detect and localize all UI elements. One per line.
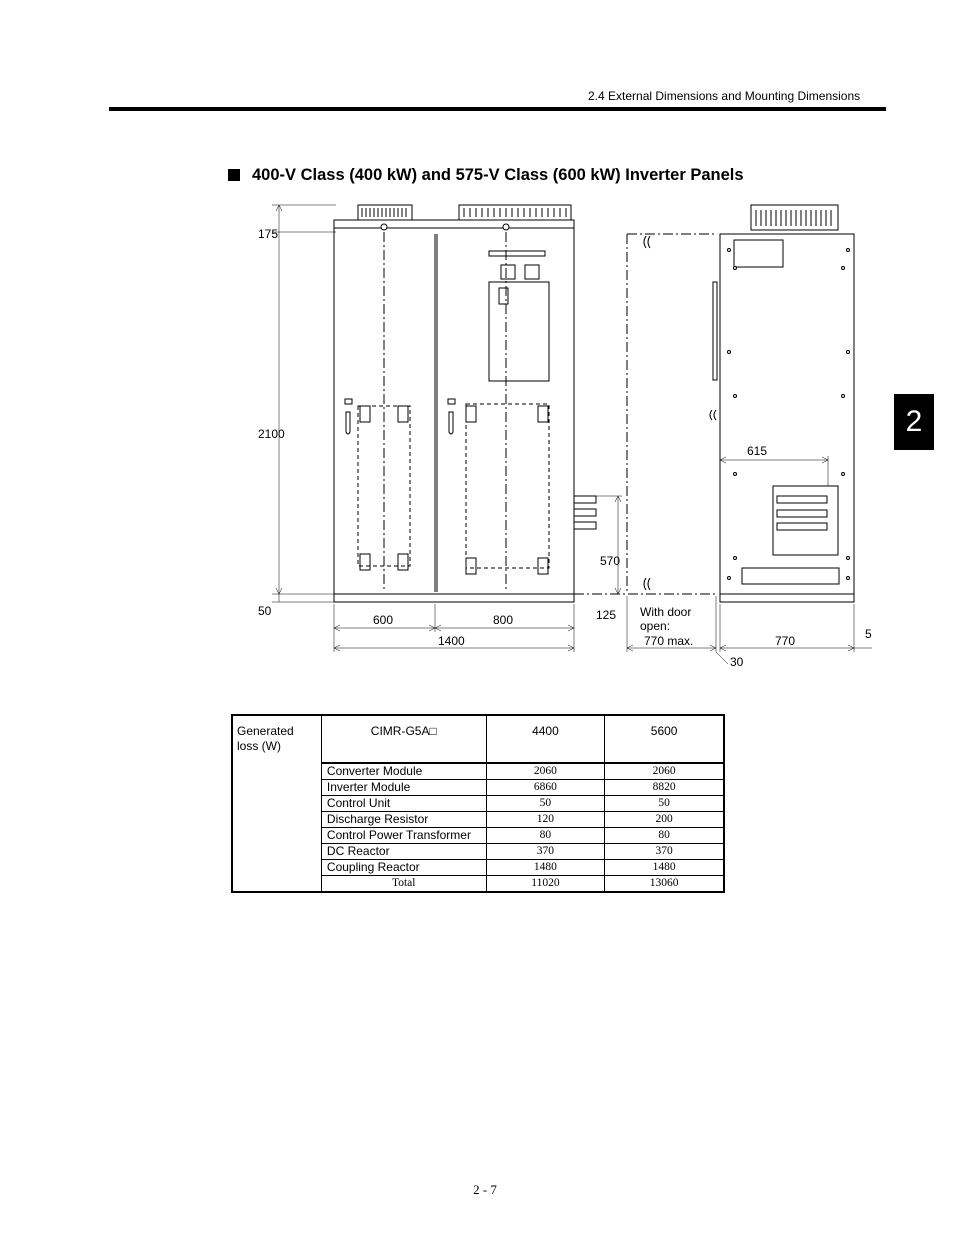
dim-770: 770 (775, 634, 796, 648)
dim-5: 5 (865, 627, 872, 641)
dim-125: 125 (596, 608, 617, 622)
chapter-tab: 2 (894, 394, 934, 450)
row-item: DC Reactor (321, 844, 486, 860)
total-value: 11020 (486, 876, 605, 893)
row-item: Control Unit (321, 796, 486, 812)
row-value: 80 (486, 828, 605, 844)
dim-570: 570 (600, 554, 621, 568)
door-open-label-2: open: (640, 619, 671, 633)
row-value: 200 (605, 812, 724, 828)
dim-615: 615 (747, 444, 768, 458)
total-label: Total (392, 877, 416, 889)
running-header: 2.4 External Dimensions and Mounting Dimensions (588, 89, 861, 103)
row-value: 8820 (605, 780, 724, 796)
row-value: 2060 (605, 763, 724, 780)
row-value: 50 (486, 796, 605, 812)
page-number: 2 - 7 (473, 1182, 497, 1197)
table-header-row (232, 715, 724, 763)
section-title-text: 400-V Class (400 kW) and 575-V Class (600 kW) Inverter Panels (252, 166, 744, 184)
row-item: Inverter Module (321, 780, 486, 796)
vent-right (459, 205, 571, 220)
side-vent (751, 205, 838, 230)
dim-2100: 2100 (258, 427, 285, 441)
dim-1400: 1400 (438, 634, 465, 648)
model-header: CIMR-G5A□ (321, 715, 486, 763)
row-value: 370 (486, 844, 605, 860)
side-cabinet (720, 234, 854, 594)
vent-left (358, 205, 412, 220)
dim-800: 800 (493, 613, 514, 627)
row-value: 2060 (486, 763, 605, 780)
door-open-label-3: 770 max. (644, 634, 694, 648)
door-open-label-1: With door (640, 605, 692, 619)
row-item: Discharge Resistor (321, 812, 486, 828)
row-value: 1480 (486, 860, 605, 876)
total-value: 13060 (605, 876, 724, 893)
dim-175: 175 (258, 227, 279, 241)
row-item: Control Power Transformer (321, 828, 486, 844)
column-header: 5600 (605, 715, 724, 763)
row-item: Coupling Reactor (321, 860, 486, 876)
group-label: Generated loss (W) (232, 715, 321, 892)
row-value: 80 (605, 828, 724, 844)
dim-50: 50 (258, 604, 272, 618)
row-value: 50 (605, 796, 724, 812)
dim-30: 30 (730, 655, 744, 669)
dim-600: 600 (373, 613, 394, 627)
column-header: 4400 (486, 715, 605, 763)
row-value: 120 (486, 812, 605, 828)
row-value: 1480 (605, 860, 724, 876)
row-value: 370 (605, 844, 724, 860)
generated-loss-table (231, 714, 725, 893)
row-value: 6860 (486, 780, 605, 796)
row-item: Converter Module (321, 763, 486, 780)
front-base (334, 594, 574, 602)
